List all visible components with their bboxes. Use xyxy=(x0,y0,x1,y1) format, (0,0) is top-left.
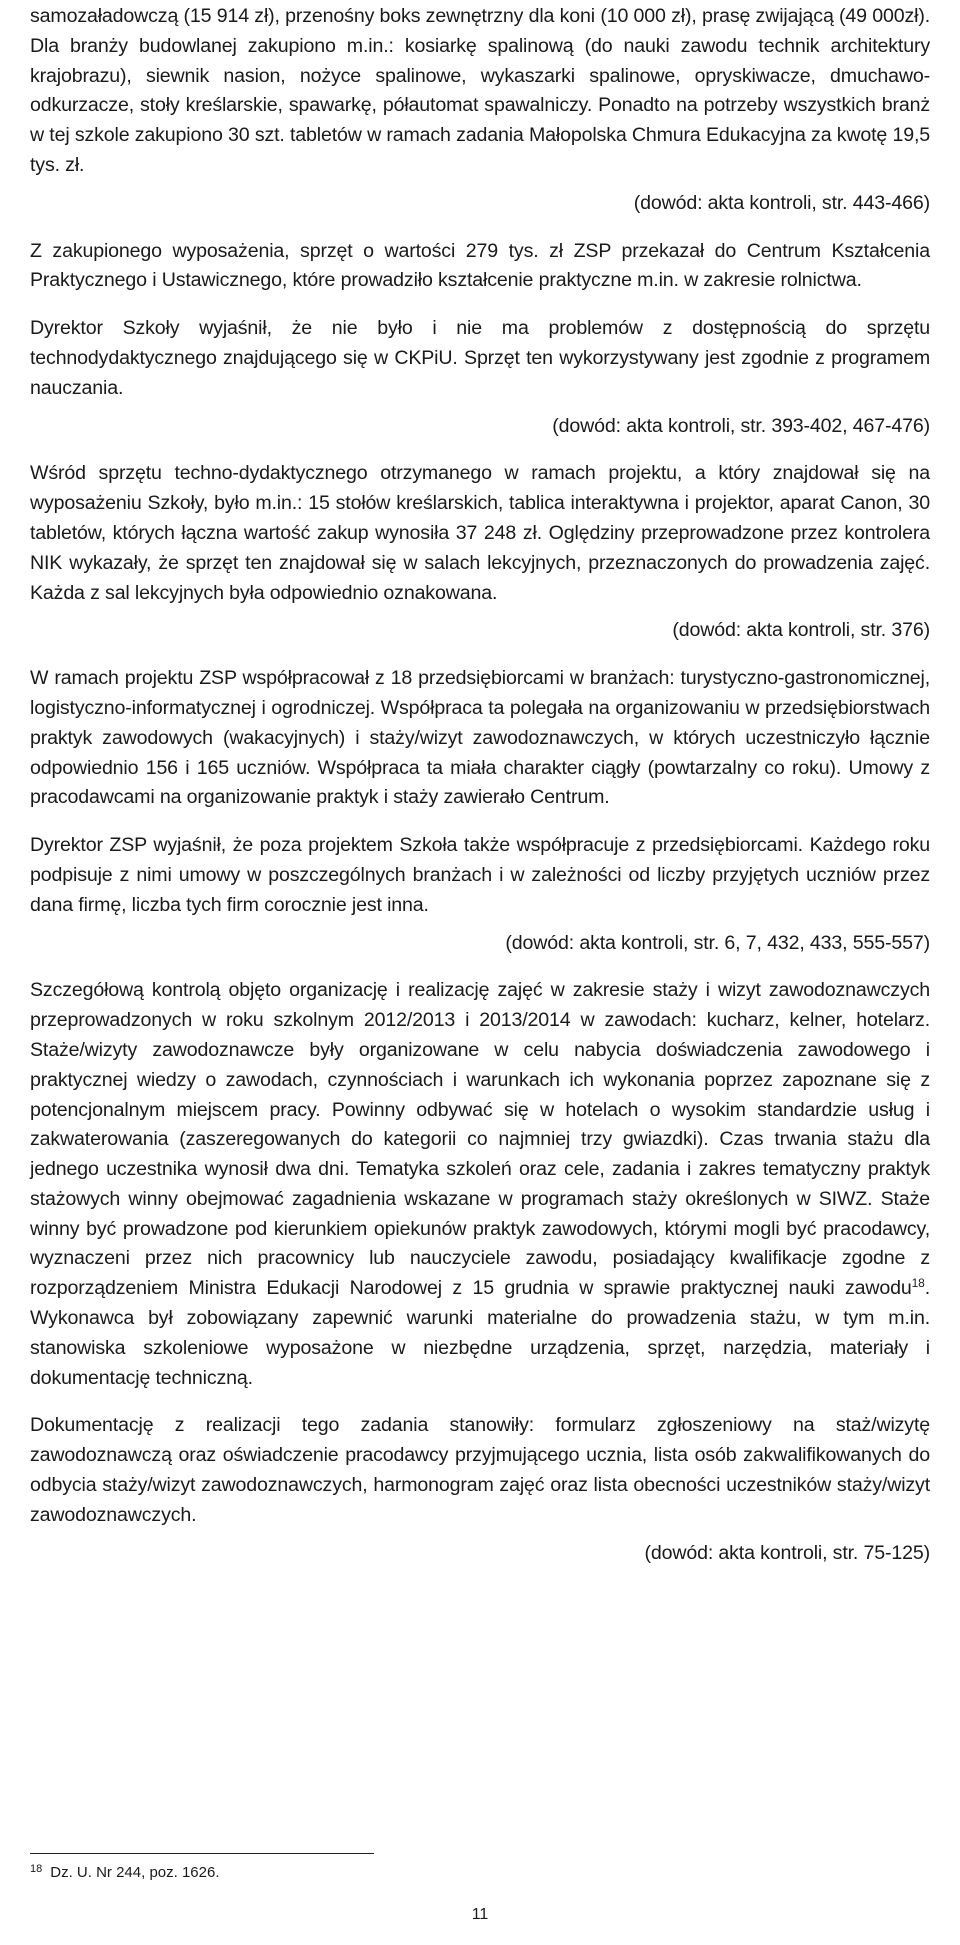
footnote-reference[interactable]: 18 xyxy=(911,1276,925,1291)
footnote-number: 18 xyxy=(30,1863,43,1875)
page-body xyxy=(30,2,930,1586)
paragraph-equipment-inspection: Wśród sprzętu techno-dydaktycznego otrzymanego w ramach projektu, a który znajdował się na wyposażeniu Szkoły, było m.in.: 15 stołów kreślarskich, tablica interaktywna i projektor, aparat Canon, 30 tabletów, których łączna wartość zakup wynosiła 37 248 zł. Oględziny przeprowadzone przez kontrolera NIK wykazały, że sprzęt ten znajdował się w salach lekcyjnych, przeznaczonych do prowadzenia zajęć. Każda z sal lekcyjnych była odpowiednio oznakowana. xyxy=(30,462,930,604)
footnote xyxy=(30,1863,220,1883)
evidence-reference: (dowód: akta kontroli, str. 393-402, 467-476) xyxy=(552,414,930,437)
paragraph-director-explanation: Dyrektor Szkoły wyjaśnił, że nie było i nie ma problemów z dostępnością do sprzętu technodydaktycznego znajdującego się w CKPiU. Sprzęt ten wykorzystywany jest zgodnie z programem nauczania. xyxy=(30,317,930,399)
evidence-reference: (dowód: akta kontroli, str. 6, 7, 432, 433, 555-557) xyxy=(505,931,930,954)
footnote-divider xyxy=(30,1853,374,1854)
paragraph-internship-text-cont: . Wykonawca był zobowiązany zapewnić warunki materialne do prowadzenia stażu, w tym m.in. stanowiska szkoleniowe wyposażone w niezbędne urządzenia, sprzęt, narzędzia, materiały i dokumentację techniczną. xyxy=(30,1277,930,1389)
paragraph-equipment-transfer: Z zakupionego wyposażenia, sprzęt o wartości 279 tys. zł ZSP przekazał do Centrum Kształcenia Praktycznego i Ustawicznego, które prowadziło kształcenie praktyczne m.in. w zakresie rolnictwa. xyxy=(30,239,930,292)
paragraph-internship-control xyxy=(30,976,930,1393)
evidence-reference: (dowód: akta kontroli, str. 376) xyxy=(672,619,930,642)
evidence-reference: (dowód: akta kontroli, str. 443-466) xyxy=(633,191,930,214)
paragraph-entrepreneur-cooperation: W ramach projektu ZSP współpracował z 18 przedsiębiorcami w branżach: turystyczno-gastronomicznej, logistyczno-informatycznej i ogrodniczej. Współpraca ta polegała na organizowaniu w przedsiębiorstwach praktyk zawodowych (wakacyjnych) i staży/wizyt zawodoznawczych, w których uczestniczyło łącznie odpowiednio 156 i 165 uczniów. Współpraca ta miała charakter ciągły (powtarzalny co roku). Umowy z pracodawcami na organizowanie praktyk i staży zawierało Centrum. xyxy=(30,667,930,809)
footnote-text: Dz. U. Nr 244, poz. 1626. xyxy=(50,1864,220,1881)
evidence-reference: (dowód: akta kontroli, str. 75-125) xyxy=(644,1541,930,1564)
paragraph-documentation: Dokumentację z realizacji tego zadania stanowiły: formularz zgłoszeniowy na staż/wizytę zawodoznawczą oraz oświadczenie pracodawcy przyjmującego ucznia, lista osób zakwalifikowanych do odbycia staży/wizyt zawodoznawczych, harmonogram zajęć oraz lista obecności uczestników staży/wizyt zawodoznawczych. xyxy=(30,1414,930,1526)
page-number: 11 xyxy=(471,1906,489,1923)
paragraph-equipment-purchases: samozaładowczą (15 914 zł), przenośny boks zewnętrzny dla koni (10 000 zł), prasę zwijającą (49 000zł). Dla branży budowlanej zakupiono m.in.: kosiarkę spalinową (do nauki zawodu technik architektury krajobrazu), siewnik nasion, nożyce spalinowe, wykaszarki spalinowe, opryskiwacze, dmuchawo-odkurzacze, stoły kreślarskie, spawarkę, półautomat spawalniczy. Ponadto na potrzeby wszystkich branż w tej szkole zakupiono 30 szt. tabletów w ramach zadania Małopolska Chmura Edukacyjna za kwotę 19,5 tys. zł. xyxy=(30,5,931,176)
paragraph-internship-text: Szczegółową kontrolą objęto organizację i realizację zajęć w zakresie staży i wizyt zawodoznawczych przeprowadzonych w roku szkolnym 2012/2013 i 2013/2014 w zawodach: kucharz, kelner, hotelarz. Staże/wizyty zawodoznawcze były organizowane w celu nabycia doświadczenia zawodowego i praktycznej wiedzy o zawodach, czynnościach i warunkach ich wykonania poprzez zapoznane się z potencjonalnym miejscem pracy. Powinny odbywać się w hotelach o wysokim standardzie usług i zakwaterowania (zaszeregowanych do kategorii co najmniej trzy gwiazdki). Czas trwania stażu dla jednego uczestnika wynosił dwa dni. Tematyka szkoleń oraz cele, zadania i zakres tematyczny praktyk stażowych winny obejmować zagadnienia wskazane w programach staży określonych w SIWZ. Staże winny być prowadzone pod kierunkiem opiekunów praktyk zawodowych, którymi mogli być pracodawcy, wyznaczeni przez nich pracownicy lub nauczyciele zawodu, posiadający kwalifikacje zgodne z rozporządzeniem Ministra Edukacji Narodowej z 15 grudnia w sprawie praktycznej nauki zawodu xyxy=(30,979,930,1300)
paragraph-director-cooperation: Dyrektor ZSP wyjaśnił, że poza projektem Szkoła także współpracuje z przedsiębiorcami. Każdego roku podpisuje z nimi umowy w poszczególnych branżach i w zależności od liczby przyjętych uczniów przez dana firmę, liczba tych firm corocznie jest inna. xyxy=(30,834,930,916)
